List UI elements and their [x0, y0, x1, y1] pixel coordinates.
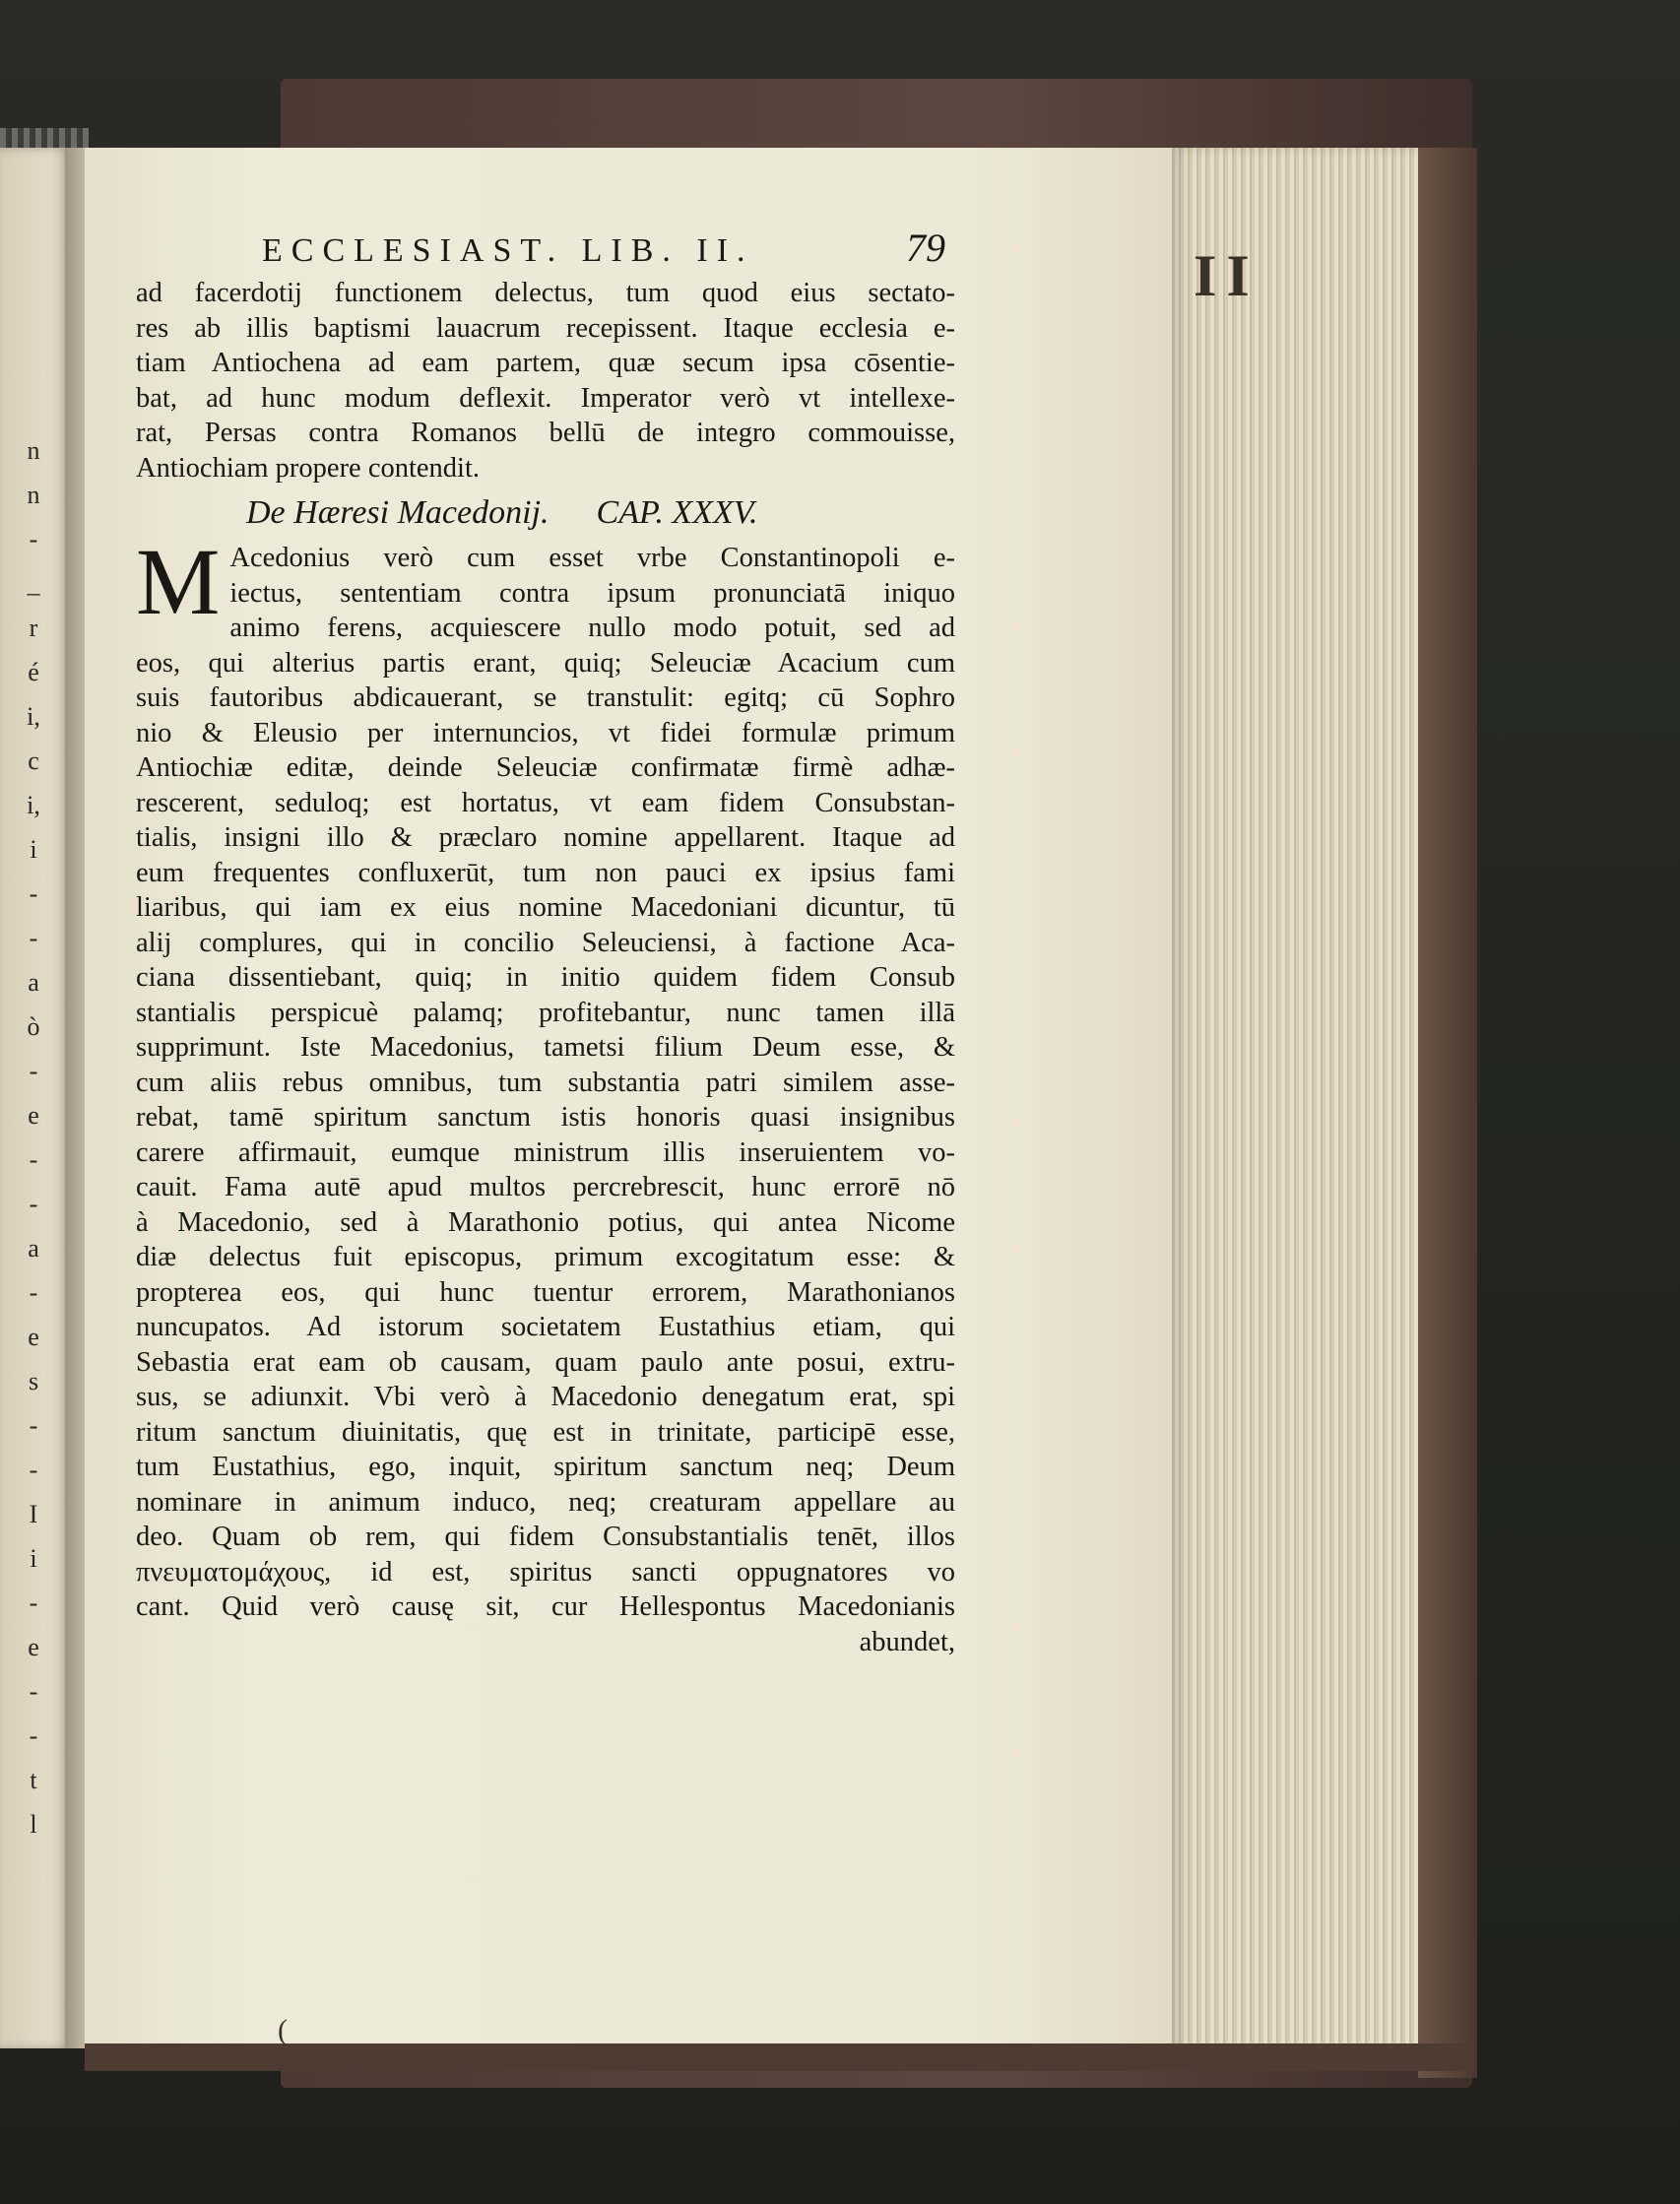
- left-fragment: _: [27, 569, 40, 598]
- left-fragment: t: [30, 1766, 37, 1794]
- left-fragment: c: [28, 746, 39, 775]
- left-fragment: -: [29, 1057, 38, 1085]
- left-fragment: n: [27, 436, 40, 465]
- fore-edge-mark: II: [1194, 243, 1260, 308]
- text-line: tiam Antiochena ad eam partem, quæ secum ipsa cōsentie-: [136, 348, 955, 378]
- text-line: ad facerdotij functionem delectus, tum quod eius sectato-: [136, 278, 955, 308]
- text-line: rat, Persas contra Romanos bellū de integro commouisse,: [136, 418, 955, 448]
- text-line: nio & Eleusio per internuncios, vt fidei formulæ primum: [136, 717, 955, 748]
- text-line: Antiochiæ editæ, deinde Seleuciæ confirmatæ firmè adhæ-: [136, 752, 955, 783]
- left-fragment: e: [28, 1323, 39, 1351]
- text-line: eum frequentes confluxerūt, tum non pauci ex ipsius fami: [136, 857, 955, 888]
- left-fragment: I: [29, 1500, 38, 1528]
- body-lines: [136, 529, 955, 1625]
- chapter-body: [136, 529, 955, 1625]
- drop-cap: M: [136, 529, 221, 634]
- text-line: carere affirmauit, eumque ministrum illis inseruientem vo-: [136, 1136, 955, 1168]
- text-block: [136, 225, 955, 1659]
- text-line: bat, ad hunc modum deflexit. Imperator verò vt intellexe-: [136, 382, 955, 414]
- left-fragment: i,: [27, 791, 40, 819]
- left-fragment: e: [28, 1101, 39, 1130]
- left-fragment: -: [29, 879, 38, 908]
- text-line: eos, qui alterius partis erant, quiq; Seleuciæ Acacium cum: [136, 647, 955, 679]
- text-line: liaribus, qui iam ex eius nomine Macedoniani dicuntur, tū: [136, 892, 955, 923]
- left-fragment: a: [28, 1234, 39, 1263]
- left-fragment: -: [29, 1190, 38, 1218]
- opening-paragraph: [136, 276, 955, 486]
- left-fragment: i: [30, 835, 37, 864]
- text-line: rescerent, seduloq; est hortatus, vt eam fidem Consubstan-: [136, 787, 955, 818]
- left-fragment: -: [29, 1145, 38, 1174]
- text-line: animo ferens, acquiescere nullo modo potuit, sed ad: [229, 613, 955, 643]
- left-fragment: -: [29, 1411, 38, 1440]
- text-line: supprimunt. Iste Macedonius, tametsi filium Deum esse, &: [136, 1032, 955, 1063]
- text-line: cum aliis rebus omnibus, tum substantia patri similem asse-: [136, 1067, 955, 1098]
- text-line: diæ delectus fuit episcopus, primum excogitatum esse: &: [136, 1242, 955, 1272]
- left-fragment: -: [29, 924, 38, 952]
- text-line: Acedonius verò cum esset vrbe Constantinopoli e-: [229, 543, 955, 573]
- text-line: à Macedonio, sed à Marathonio potius, qui antea Nicome: [136, 1206, 955, 1238]
- text-line: cant. Quid verò causę sit, cur Hellespontus Macedonianis: [136, 1591, 955, 1622]
- text-line: stantialis perspicuè palamq; profitebantur, nunc tamen illā: [136, 997, 955, 1028]
- page-fore-edge: [1172, 148, 1438, 2058]
- catchword: abundet,: [859, 1626, 955, 1657]
- page-number: 79: [906, 226, 945, 270]
- text-line: ritum sanctum diuinitatis, quę est in trinitate, participē esse,: [136, 1416, 955, 1448]
- text-line: deo. Quam ob rem, qui fidem Consubstantialis tenēt, illos: [136, 1522, 955, 1552]
- text-line: iectus, sententiam contra ipsum pronunciatā iniquo: [229, 577, 955, 609]
- chapter-number: CAP. XXXV.: [596, 494, 758, 531]
- text-line: suis fautoribus abdicauerant, se transtulit: egitq; cū Sophro: [136, 682, 955, 713]
- text-line: πνευματομάχους, id est, spiritus sancti oppugnatores vo: [136, 1556, 955, 1588]
- text-line: rebat, tamē spiritum sanctum istis honoris quasi insignibus: [136, 1102, 955, 1133]
- chapter-heading: [136, 493, 955, 541]
- text-line: ciana dissentiebant, quiq; in initio quidem fidem Consub: [136, 962, 955, 993]
- left-fragment: -: [29, 1721, 38, 1750]
- left-fragment: i: [30, 1544, 37, 1573]
- chapter-title: De Hæresi Macedonij.: [246, 494, 549, 531]
- text-line: alij complures, qui in concilio Seleuciensi, à factione Aca-: [136, 927, 955, 958]
- running-head: [136, 225, 955, 276]
- left-fragment: é: [28, 658, 39, 686]
- text-line: propterea eos, qui hunc tuentur errorem, Marathonianos: [136, 1276, 955, 1308]
- left-fragment: -: [29, 1677, 38, 1706]
- back-board: [1418, 148, 1477, 2078]
- left-fragment: a: [28, 968, 39, 997]
- left-page: [0, 148, 71, 2048]
- left-fragment: -: [29, 1456, 38, 1484]
- left-fragment: l: [30, 1810, 37, 1839]
- running-head-title: ECCLESIAST. LIB. II.: [262, 232, 754, 269]
- text-line: Sebastia erat eam ob causam, quam paulo ante posui, extru-: [136, 1346, 955, 1378]
- left-fragment: e: [28, 1633, 39, 1661]
- left-page-fragments: [6, 428, 61, 1847]
- left-fragment: n: [27, 481, 40, 509]
- text-line: nominare in animum induco, neq; creaturam appellare au: [136, 1486, 955, 1518]
- text-line: tum Eustathius, ego, inquit, spiritum sanctum neq; Deum: [136, 1452, 955, 1482]
- left-fragment: -: [29, 1278, 38, 1307]
- bottom-board: [85, 2043, 1473, 2071]
- left-fragment: i,: [27, 702, 40, 731]
- left-fragment: r: [29, 614, 38, 642]
- text-line: tialis, insigni illo & præclaro nomine appellarent. Itaque ad: [136, 822, 955, 853]
- stray-mark: (: [278, 2014, 288, 2046]
- text-line: sus, se adiunxit. Vbi verò à Macedonio denegatum erat, spi: [136, 1382, 955, 1412]
- text-line: res ab illis baptismi lauacrum recepissent. Itaque ecclesia e-: [136, 312, 955, 344]
- left-fragment: ò: [27, 1012, 40, 1041]
- left-fragment: -: [29, 525, 38, 553]
- left-fragment: -: [29, 1588, 38, 1617]
- text-line: cauit. Fama autē apud multos percrebrescit, hunc errorē nō: [136, 1172, 955, 1202]
- text-line: Antiochiam propere contendit.: [136, 452, 481, 484]
- text-line: nuncupatos. Ad istorum societatem Eustathius etiam, qui: [136, 1312, 955, 1342]
- left-fragment: s: [28, 1367, 39, 1395]
